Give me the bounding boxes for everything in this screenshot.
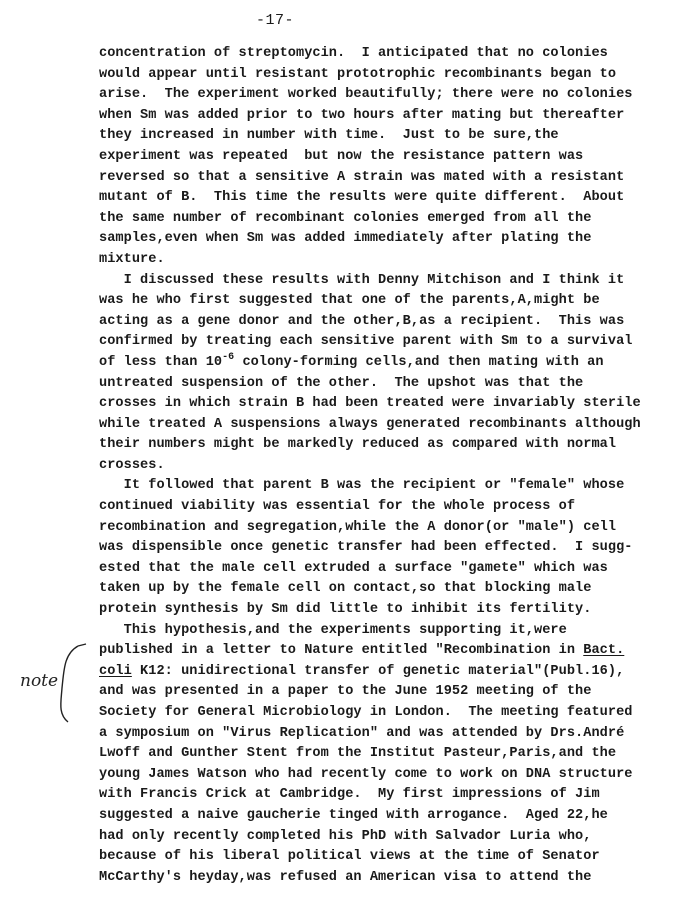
bracket-stroke xyxy=(61,646,78,722)
page-number: -17- xyxy=(256,12,295,29)
bracket-top xyxy=(78,644,86,646)
text-line: would appear until resistant prototrophic recombinants began to xyxy=(99,66,617,82)
text-line xyxy=(99,353,659,374)
text-line: concentration of streptomycin. I anticipated that no colonies xyxy=(99,46,608,61)
text-line: when Sm was added prior to two hours after mating but thereafter xyxy=(99,107,625,123)
text-line: taken up by the female cell on contact,so that blocking male xyxy=(99,581,592,597)
text-line: experiment was repeated but now the resistance pattern was xyxy=(99,148,584,164)
superscript: -6 xyxy=(222,351,235,363)
handwritten-bracket-icon xyxy=(20,640,100,730)
text-line: ested that the male cell extruded a surface "gamete" which was xyxy=(99,560,608,576)
text-line: continued viability was essential for the whole process of xyxy=(99,499,576,515)
text-line: while treated A suspensions always generated recombinants although xyxy=(99,416,641,432)
text-line: was dispensible once genetic transfer had been effected. I sugg- xyxy=(99,540,633,556)
text-line: mixture. xyxy=(99,251,165,267)
text-line: McCarthy's heyday,was refused an American visa to attend the xyxy=(99,869,592,885)
text-line: crosses. xyxy=(99,457,165,473)
underlined-text: coli xyxy=(99,663,132,679)
text-line: Lwoff and Gunther Stent from the Institut Pasteur,Paris,and the xyxy=(99,746,617,762)
text-line: I discussed these results with Denny Mitchison and I think it xyxy=(99,272,625,288)
text-line: suggested a naive gaucherie tinged with arrogance. Aged 22,he xyxy=(99,807,608,823)
text-line: samples,even when Sm was added immediately after plating the xyxy=(99,231,592,247)
text-line: crosses in which strain B had been treated were invariably sterile xyxy=(99,396,641,412)
text-line: they increased in number with time. Just to be sure,the xyxy=(99,128,559,144)
text-line: with Francis Crick at Cambridge. My first impressions of Jim xyxy=(99,787,600,803)
text-line: Society for General Microbiology in London. The meeting featured xyxy=(99,705,633,720)
text-line: was he who first suggested that one of the parents,A,might be xyxy=(99,293,600,309)
text-line: It followed that parent B was the recipient or "female" whose xyxy=(99,478,625,494)
text-line: the same number of recombinant colonies emerged from all the xyxy=(99,210,592,226)
text-line: reversed so that a sensitive A strain was mated with a resistant xyxy=(99,169,625,185)
text-line: recombination and segregation,while the A donor(or "male") cell xyxy=(99,519,617,535)
text-line: This hypothesis,and the experiments supporting it,were xyxy=(99,622,567,638)
body-text xyxy=(99,44,659,888)
text-line: had only recently completed his PhD with Salvador Luria who, xyxy=(99,828,592,844)
text-line: a symposium on "Virus Replication" and was attended by Drs.André xyxy=(99,725,625,741)
text-line: untreated suspension of the other. The upshot was that the xyxy=(99,375,584,391)
text-line xyxy=(99,641,659,662)
text-line: mutant of B. This time the results were quite different. About xyxy=(99,190,625,206)
margin-annotation xyxy=(20,640,90,720)
text-line xyxy=(99,662,659,683)
text-line: arise. The experiment worked beautifully; there were no colonies xyxy=(99,87,633,103)
text-line: young James Watson who had recently come to work on DNA structure xyxy=(99,766,633,782)
text-line: protein synthesis by Sm did little to inhibit its fertility. xyxy=(99,602,592,618)
text-line: and was presented in a paper to the June 1952 meeting of the xyxy=(99,684,592,700)
text-segment: published in a letter to Nature entitled "Recombination in xyxy=(99,643,584,659)
text-segment: colony-forming cells,and then mating with an xyxy=(234,354,604,370)
text-line: acting as a gene donor and the other,B,as a recipient. This was xyxy=(99,313,625,329)
text-segment: K12: unidirectional transfer of genetic material"(Publ.16), xyxy=(131,663,625,679)
text-segment: of less than 10 xyxy=(99,354,223,370)
handwritten-note: note xyxy=(20,671,59,691)
text-line: because of his liberal political views at the time of Senator xyxy=(99,849,600,865)
underlined-text: Bact. xyxy=(583,643,625,659)
text-line: confirmed by treating each sensitive parent with Sm to a survival xyxy=(99,334,633,350)
text-line: their numbers might be markedly reduced as compared with normal xyxy=(99,437,617,453)
